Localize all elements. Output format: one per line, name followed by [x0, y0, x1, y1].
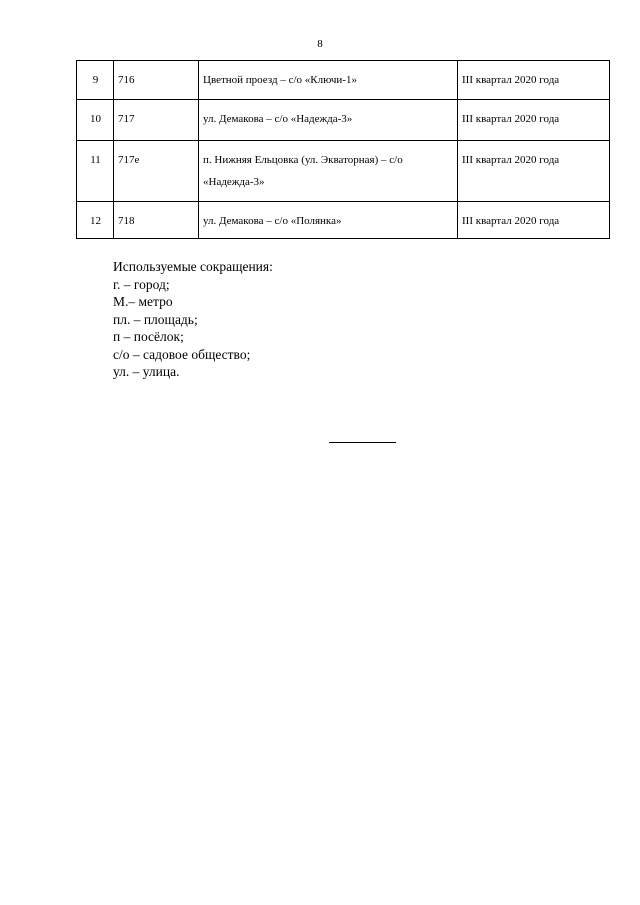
route-term: III квартал 2020 года	[458, 141, 610, 202]
abbreviation-item: г. – город;	[113, 276, 170, 292]
table-row	[77, 100, 610, 141]
route-number: 717е	[114, 141, 199, 202]
abbreviations-section	[113, 258, 273, 381]
routes-table	[76, 60, 610, 239]
page-number: 8	[317, 38, 323, 50]
abbreviation-item: ул. – улица.	[113, 364, 180, 379]
closing-separator-line	[329, 442, 396, 443]
route-description: п. Нижняя Ельцовка (ул. Экваторная) – с/о «Надежда-3»	[199, 141, 458, 202]
route-description: Цветной проезд – с/о «Ключи-1»	[199, 61, 458, 100]
table-row	[77, 202, 610, 239]
row-number: 11	[77, 141, 114, 202]
row-number: 12	[77, 202, 114, 239]
table-row	[77, 141, 610, 202]
route-number: 718	[114, 202, 199, 239]
abbreviation-item: пл. – площадь;	[113, 311, 198, 327]
route-number: 716	[114, 61, 199, 100]
route-term: III квартал 2020 года	[458, 61, 610, 100]
route-number: 717	[114, 100, 199, 141]
table-row	[77, 61, 610, 100]
route-term: III квартал 2020 года	[458, 100, 610, 141]
abbreviation-item: п – посёлок;	[113, 329, 184, 344]
abbreviation-item: М.– метро	[113, 294, 173, 309]
route-description: ул. Демакова – с/о «Надежда-3»	[199, 100, 458, 141]
row-number: 10	[77, 100, 114, 141]
route-description: ул. Демакова – с/о «Полянка»	[199, 202, 458, 239]
abbreviations-title: Используемые сокращения:	[113, 259, 273, 274]
row-number: 9	[77, 61, 114, 100]
abbreviation-item: с/о – садовое общество;	[113, 346, 251, 362]
route-term: III квартал 2020 года	[458, 202, 610, 239]
